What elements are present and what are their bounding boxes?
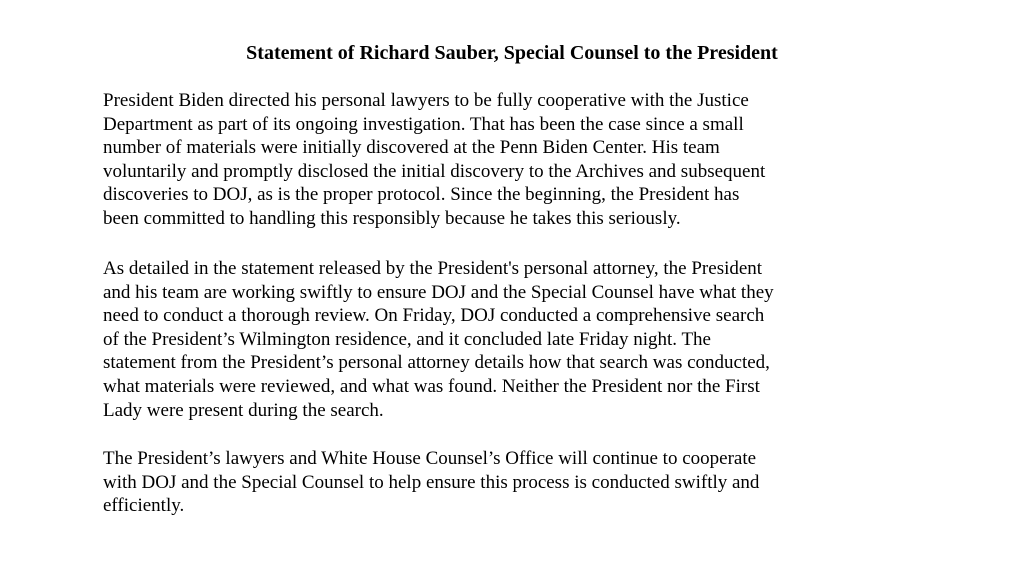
paragraph-line: President Biden directed his personal lawyers to be fully cooperative with the Justice [103, 90, 749, 111]
paragraph-line: voluntarily and promptly disclosed the initial discovery to the Archives and subsequent [103, 160, 766, 182]
paragraph-line: and his team are working swiftly to ensure DOJ and the Special Counsel have what they [103, 281, 774, 303]
paragraph-line: discoveries to DOJ, as is the proper protocol. Since the beginning, the President has [103, 184, 740, 206]
paragraph-line: been committed to handling this responsibly because he takes this seriously. [103, 207, 681, 229]
statement-title: Statement of Richard Sauber, Special Counsel to the President [246, 42, 778, 64]
paragraph-line: with DOJ and the Special Counsel to help ensure this process is conducted swiftly and [103, 471, 760, 493]
paragraph-line: number of materials were initially discovered at the Penn Biden Center. His team [103, 137, 720, 159]
paragraph-line: The President’s lawyers and White House Counsel’s Office will continue to cooperate [103, 448, 757, 469]
paragraph-line: As detailed in the statement released by the President's personal attorney, the President [103, 258, 763, 279]
paragraph-continued-cooperation [103, 447, 943, 518]
paragraph-line: Lady were present during the search. [103, 399, 384, 421]
paragraph-line: statement from the President’s personal attorney details how that search was conducted, [103, 352, 770, 374]
paragraph-line: what materials were reviewed, and what was found. Neither the President nor the First [103, 375, 760, 397]
paragraph-search [103, 257, 943, 422]
paragraph-line: need to conduct a thorough review. On Friday, DOJ conducted a comprehensive search [103, 305, 765, 327]
paragraph-line: Department as part of its ongoing investigation. That has been the case since a small [103, 113, 744, 135]
paragraph-cooperation [103, 89, 943, 231]
paragraph-line: of the President’s Wilmington residence, and it concluded late Friday night. The [103, 328, 711, 350]
paragraph-line: efficiently. [103, 495, 185, 517]
